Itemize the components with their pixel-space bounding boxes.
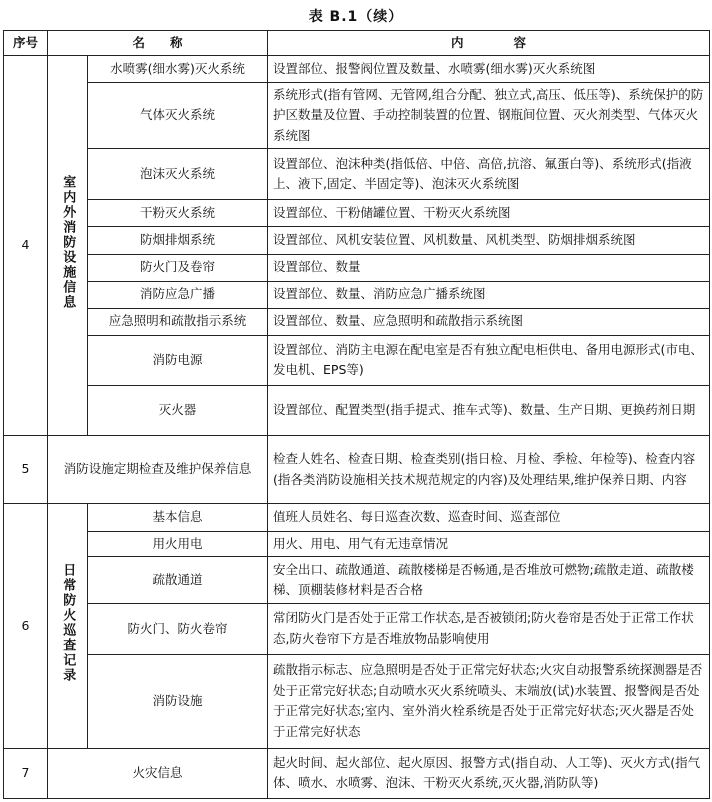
item-name: 灭火器 (88, 385, 268, 435)
category-cell: 日常防火巡查记录 (48, 504, 88, 749)
item-name: 防烟排烟系统 (88, 227, 268, 254)
table-row (4, 254, 710, 281)
item-content: 设置部位、泡沫种类(指低倍、中倍、高倍,抗溶、氟蛋白等)、系统形式(指液上、液下,固定、半固定等)、泡沫灭火系统图 (268, 149, 710, 200)
item-name: 气体灭火系统 (88, 83, 268, 149)
category-cell: 室内外消防设施信息 (48, 56, 88, 436)
item-content: 常闭防火门是否处于正常工作状态,是否被锁闭;防火卷帘是否处于正常工作状态,防火卷帘下方是否堆放物品影响使用 (268, 604, 710, 654)
item-name: 消防设施 (88, 654, 268, 748)
table-row (4, 227, 710, 254)
seq-cell: 5 (4, 435, 48, 503)
header-seq: 序号 (4, 31, 48, 56)
item-content: 设置部位、风机安装位置、风机数量、风机类型、防烟排烟系统图 (268, 227, 710, 254)
item-content: 起火时间、起火部位、起火原因、报警方式(指自动、人工等)、灭火方式(指气体、喷水、水喷雾、泡沫、干粉灭火系统,灭火器,消防队等) (268, 748, 710, 798)
table-row (4, 557, 710, 604)
item-content: 值班人员姓名、每日巡查次数、巡查时间、巡查部位 (268, 504, 710, 532)
table-row (4, 532, 710, 557)
item-content: 疏散指示标志、应急照明是否处于正常完好状态;火灾自动报警系统探测器是否处于正常完好状态;自动喷水灭火系统喷头、末端放(试)水装置、报警阀是否处于正常完好状态;室内、室外消火栓系统是否处于正常完好状态;灭火器是否处于正常完好状态 (268, 654, 710, 748)
table-row (4, 281, 710, 308)
table-row (4, 654, 710, 748)
item-name: 消防设施定期检查及维护保养信息 (48, 435, 268, 503)
table-row (4, 56, 710, 83)
table-row (4, 504, 710, 532)
table-caption: 表 B.1（续） (308, 9, 404, 25)
item-content: 系统形式(指有管网、无管网,组合分配、独立式,高压、低压等)、系统保护的防护区数量及位置、手动控制装置的位置、钢瓶间位置、灭火剂类型、气体灭火系统图 (268, 83, 710, 149)
item-name: 应急照明和疏散指示系统 (88, 308, 268, 335)
item-content: 设置部位、数量、应急照明和疏散指示系统图 (268, 308, 710, 335)
item-content: 设置部位、配置类型(指手提式、推车式等)、数量、生产日期、更换药剂日期 (268, 385, 710, 435)
item-name: 防火门及卷帘 (88, 254, 268, 281)
table-row (4, 435, 710, 503)
item-name: 用火用电 (88, 532, 268, 557)
fire-info-table (3, 30, 710, 799)
item-name: 防火门、防火卷帘 (88, 604, 268, 654)
table-row (4, 385, 710, 435)
item-content: 设置部位、数量、消防应急广播系统图 (268, 281, 710, 308)
seq-cell: 6 (4, 504, 48, 749)
item-content: 检查人姓名、检查日期、检查类别(指日检、月检、季检、年检等)、检查内容(指各类消防设施相关技术规范规定的内容)及处理结果,维护保养日期、内容 (268, 435, 710, 503)
item-name: 泡沫灭火系统 (88, 149, 268, 200)
table-row (4, 200, 710, 227)
item-name: 干粉灭火系统 (88, 200, 268, 227)
item-name: 火灾信息 (48, 748, 268, 798)
item-content: 设置部位、干粉储罐位置、干粉灭火系统图 (268, 200, 710, 227)
item-name: 消防电源 (88, 335, 268, 385)
item-content: 设置部位、消防主电源在配电室是否有独立配电柜供电、备用电源形式(市电、发电机、EPS等) (268, 335, 710, 385)
table-row (4, 604, 710, 654)
table-row (4, 335, 710, 385)
item-name: 消防应急广播 (88, 281, 268, 308)
header-content: 内 容 (268, 31, 710, 56)
item-name: 水喷雾(细水雾)灭火系统 (88, 56, 268, 83)
table-row (4, 149, 710, 200)
item-content: 设置部位、数量 (268, 254, 710, 281)
item-content: 设置部位、报警阀位置及数量、水喷雾(细水雾)灭火系统图 (268, 56, 710, 83)
table-row (4, 748, 710, 798)
item-name: 基本信息 (88, 504, 268, 532)
seq-cell: 4 (4, 56, 48, 436)
header-name: 名 称 (48, 31, 268, 56)
seq-cell: 7 (4, 748, 48, 798)
table-row (4, 308, 710, 335)
item-content: 安全出口、疏散通道、疏散楼梯是否畅通,是否堆放可燃物;疏散走道、疏散楼梯、顶棚装修材料是否合格 (268, 557, 710, 604)
item-name: 疏散通道 (88, 557, 268, 604)
table-row (4, 83, 710, 149)
item-content: 用火、用电、用气有无违章情况 (268, 532, 710, 557)
header-row (4, 31, 710, 56)
